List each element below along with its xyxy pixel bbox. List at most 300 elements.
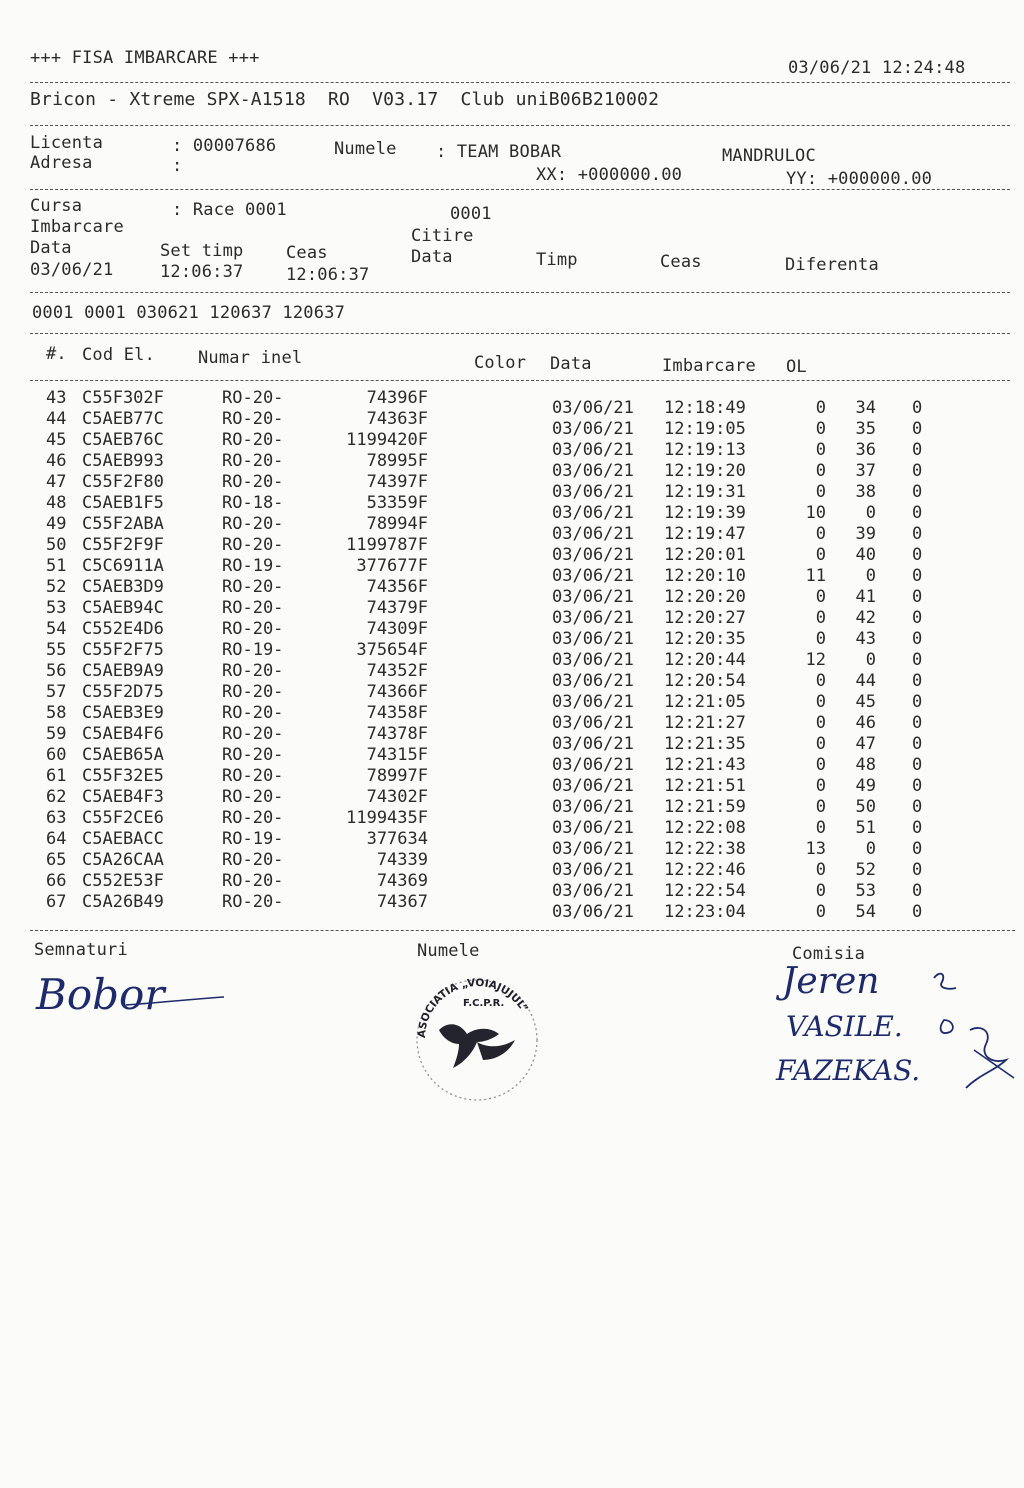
row-ring-prefix: RO-20- bbox=[222, 682, 284, 702]
row-nr: 67 bbox=[46, 892, 67, 912]
row-nr: 61 bbox=[46, 766, 67, 786]
row-ring-number: 377677F bbox=[356, 556, 428, 576]
table-row bbox=[0, 451, 1024, 481]
row-date: 03/06/21 bbox=[552, 776, 634, 796]
row-date: 03/06/21 bbox=[552, 524, 634, 544]
table-row bbox=[0, 577, 1024, 607]
row-ring-prefix: RO-20- bbox=[222, 745, 284, 765]
row-cod: C55F2F9F bbox=[82, 535, 164, 555]
row-ol-c: 0 bbox=[912, 440, 923, 460]
row-ring-number: 74356F bbox=[366, 577, 428, 597]
row-cod: C5AEB76C bbox=[82, 430, 164, 450]
row-time: 12:21:51 bbox=[664, 776, 746, 796]
row-ol-c: 0 bbox=[912, 713, 923, 733]
row-ol-b: 38 bbox=[855, 482, 876, 502]
row-cod: C55F2CE6 bbox=[82, 808, 164, 828]
table-row bbox=[0, 682, 1024, 712]
row-ol-a: 0 bbox=[815, 902, 826, 922]
row-time: 12:19:31 bbox=[664, 482, 746, 502]
footer-numele-label: Numele bbox=[417, 941, 480, 961]
row-nr: 50 bbox=[46, 535, 67, 555]
row-date: 03/06/21 bbox=[552, 482, 634, 502]
row-date: 03/06/21 bbox=[552, 755, 634, 775]
row-ol-b: 0 bbox=[865, 566, 876, 586]
row-ring-prefix: RO-20- bbox=[222, 409, 284, 429]
row-cod: C5A26B49 bbox=[82, 892, 164, 912]
row-time: 12:18:49 bbox=[664, 398, 746, 418]
row-ol-a: 0 bbox=[815, 671, 826, 691]
commission-signature-1: Jeren bbox=[782, 961, 880, 1002]
row-ol-a: 0 bbox=[815, 545, 826, 565]
table-row bbox=[0, 850, 1024, 880]
col-header-cod: Cod El. bbox=[82, 345, 156, 365]
adresa-value: : bbox=[172, 156, 183, 176]
row-cod: C55F2D75 bbox=[82, 682, 164, 702]
row-ol-a: 0 bbox=[815, 440, 826, 460]
col-header-inel: Numar inel bbox=[198, 348, 303, 368]
row-ring-prefix: RO-20- bbox=[222, 766, 284, 786]
row-ring-number: 74352F bbox=[366, 661, 428, 681]
row-ol-b: 41 bbox=[855, 587, 876, 607]
row-ol-b: 36 bbox=[855, 440, 876, 460]
row-cod: C5AEB77C bbox=[82, 409, 164, 429]
row-date: 03/06/21 bbox=[552, 419, 634, 439]
row-ol-a: 0 bbox=[815, 608, 826, 628]
row-date: 03/06/21 bbox=[552, 629, 634, 649]
row-nr: 52 bbox=[46, 577, 67, 597]
divider bbox=[30, 333, 1010, 334]
locality: MANDRULOC bbox=[722, 146, 816, 166]
row-ol-c: 0 bbox=[912, 734, 923, 754]
row-ring-number: 74315F bbox=[366, 745, 428, 765]
row-cod: C55F2ABA bbox=[82, 514, 164, 534]
divider bbox=[30, 380, 1010, 381]
row-ol-c: 0 bbox=[912, 776, 923, 796]
row-ol-b: 51 bbox=[855, 818, 876, 838]
row-ring-number: 74302F bbox=[366, 787, 428, 807]
row-ol-a: 0 bbox=[815, 881, 826, 901]
row-ol-c: 0 bbox=[912, 650, 923, 670]
divider bbox=[30, 930, 1015, 931]
row-cod: C55F2F80 bbox=[82, 472, 164, 492]
row-ring-number: 78994F bbox=[366, 514, 428, 534]
row-cod: C552E53F bbox=[82, 871, 164, 891]
row-ol-a: 0 bbox=[815, 461, 826, 481]
row-ring-prefix: RO-19- bbox=[222, 640, 284, 660]
row-time: 12:22:54 bbox=[664, 881, 746, 901]
row-date: 03/06/21 bbox=[552, 650, 634, 670]
row-ol-c: 0 bbox=[912, 818, 923, 838]
divider bbox=[30, 82, 1010, 83]
table-row bbox=[0, 703, 1024, 733]
row-ol-b: 48 bbox=[855, 755, 876, 775]
row-date: 03/06/21 bbox=[552, 881, 634, 901]
association-stamp bbox=[405, 968, 545, 1103]
table-row bbox=[0, 514, 1024, 544]
table-row bbox=[0, 388, 1024, 418]
row-cod: C5AEB65A bbox=[82, 745, 164, 765]
row-date: 03/06/21 bbox=[552, 902, 634, 922]
row-ring-prefix: RO-20- bbox=[222, 892, 284, 912]
row-nr: 47 bbox=[46, 472, 67, 492]
row-ol-a: 0 bbox=[815, 398, 826, 418]
device-info-line: Bricon - Xtreme SPX-A1518 RO V03.17 Club uniB06B210002 bbox=[30, 89, 660, 110]
row-nr: 43 bbox=[46, 388, 67, 408]
row-ol-b: 34 bbox=[855, 398, 876, 418]
row-ring-number: 74339 bbox=[376, 850, 428, 870]
row-ol-b: 0 bbox=[865, 503, 876, 523]
row-time: 12:21:59 bbox=[664, 797, 746, 817]
imbarcare-label: Imbarcare bbox=[30, 217, 124, 237]
row-ol-c: 0 bbox=[912, 461, 923, 481]
citire-data-label: Data bbox=[411, 247, 453, 267]
row-ol-a: 0 bbox=[815, 755, 826, 775]
row-ol-a: 0 bbox=[815, 776, 826, 796]
table-row bbox=[0, 472, 1024, 502]
row-ring-number: 1199787F bbox=[346, 535, 428, 555]
row-nr: 65 bbox=[46, 850, 67, 870]
row-ring-number: 1199420F bbox=[346, 430, 428, 450]
row-time: 12:22:08 bbox=[664, 818, 746, 838]
table-row bbox=[0, 493, 1024, 523]
row-nr: 62 bbox=[46, 787, 67, 807]
table-row bbox=[0, 640, 1024, 670]
row-ring-prefix: RO-20- bbox=[222, 430, 284, 450]
row-ring-prefix: RO-20- bbox=[222, 661, 284, 681]
row-cod: C5AEB4F6 bbox=[82, 724, 164, 744]
row-ring-number: 375654F bbox=[356, 640, 428, 660]
data-label: Data bbox=[30, 238, 72, 258]
row-date: 03/06/21 bbox=[552, 545, 634, 565]
row-ring-prefix: RO-20- bbox=[222, 451, 284, 471]
row-cod: C5C6911A bbox=[82, 556, 164, 576]
row-time: 12:21:35 bbox=[664, 734, 746, 754]
timp-label: Timp bbox=[536, 250, 578, 270]
race-code: 0001 bbox=[450, 204, 492, 224]
commission-mark bbox=[930, 970, 1020, 1090]
row-nr: 51 bbox=[46, 556, 67, 576]
row-ol-b: 43 bbox=[855, 629, 876, 649]
table-row bbox=[0, 787, 1024, 817]
row-ol-b: 39 bbox=[855, 524, 876, 544]
col-header-data: Data bbox=[550, 354, 592, 374]
row-ring-number: 74369 bbox=[376, 871, 428, 891]
row-cod: C5AEB3D9 bbox=[82, 577, 164, 597]
row-ring-prefix: RO-20- bbox=[222, 577, 284, 597]
row-time: 12:20:54 bbox=[664, 671, 746, 691]
citire-label: Citire bbox=[411, 226, 474, 246]
row-cod: C5AEB1F5 bbox=[82, 493, 164, 513]
row-cod: C5AEB94C bbox=[82, 598, 164, 618]
table-row bbox=[0, 829, 1024, 859]
row-time: 12:20:20 bbox=[664, 587, 746, 607]
semnaturi-label: Semnaturi bbox=[34, 940, 128, 960]
row-ol-a: 0 bbox=[815, 713, 826, 733]
row-ring-number: 1199435F bbox=[346, 808, 428, 828]
row-cod: C5AEB3E9 bbox=[82, 703, 164, 723]
row-ring-prefix: RO-20- bbox=[222, 619, 284, 639]
row-nr: 59 bbox=[46, 724, 67, 744]
row-cod: C5A26CAA bbox=[82, 850, 164, 870]
ceas2-label: Ceas bbox=[660, 252, 702, 272]
row-ring-prefix: RO-20- bbox=[222, 850, 284, 870]
row-ol-a: 0 bbox=[815, 524, 826, 544]
divider bbox=[30, 292, 1010, 293]
row-time: 12:20:27 bbox=[664, 608, 746, 628]
row-cod: C5AEBACC bbox=[82, 829, 164, 849]
col-header-imbarcare: Imbarcare bbox=[662, 356, 756, 376]
row-ol-b: 0 bbox=[865, 650, 876, 670]
row-nr: 55 bbox=[46, 640, 67, 660]
print-datetime: 03/06/21 12:24:48 bbox=[788, 58, 966, 78]
row-ol-c: 0 bbox=[912, 503, 923, 523]
row-ol-c: 0 bbox=[912, 566, 923, 586]
row-nr: 45 bbox=[46, 430, 67, 450]
row-date: 03/06/21 bbox=[552, 818, 634, 838]
row-time: 12:20:10 bbox=[664, 566, 746, 586]
row-cod: C552E4D6 bbox=[82, 619, 164, 639]
row-ring-number: 74309F bbox=[366, 619, 428, 639]
table-row bbox=[0, 892, 1024, 922]
row-date: 03/06/21 bbox=[552, 734, 634, 754]
row-ol-a: 12 bbox=[805, 650, 826, 670]
row-ring-number: 78995F bbox=[366, 451, 428, 471]
row-ol-b: 50 bbox=[855, 797, 876, 817]
row-cod: C5AEB9A9 bbox=[82, 661, 164, 681]
row-ol-b: 54 bbox=[855, 902, 876, 922]
row-nr: 53 bbox=[46, 598, 67, 618]
table-row bbox=[0, 598, 1024, 628]
row-ol-a: 13 bbox=[805, 839, 826, 859]
row-ol-a: 0 bbox=[815, 734, 826, 754]
row-ol-c: 0 bbox=[912, 608, 923, 628]
row-time: 12:19:39 bbox=[664, 503, 746, 523]
row-cod: C55F32E5 bbox=[82, 766, 164, 786]
row-ol-b: 37 bbox=[855, 461, 876, 481]
coord-xx: XX: +000000.00 bbox=[536, 165, 683, 185]
row-ol-c: 0 bbox=[912, 524, 923, 544]
row-ol-b: 40 bbox=[855, 545, 876, 565]
row-ol-c: 0 bbox=[912, 797, 923, 817]
table-row bbox=[0, 766, 1024, 796]
col-header-nr: #. bbox=[46, 344, 67, 364]
row-date: 03/06/21 bbox=[552, 398, 634, 418]
row-ol-c: 0 bbox=[912, 881, 923, 901]
owner-signature: Bobor bbox=[34, 965, 234, 1035]
row-ring-number: 74366F bbox=[366, 682, 428, 702]
row-ring-number: 74379F bbox=[366, 598, 428, 618]
row-ol-b: 46 bbox=[855, 713, 876, 733]
row-nr: 57 bbox=[46, 682, 67, 702]
row-ring-number: 74397F bbox=[366, 472, 428, 492]
row-ring-number: 74396F bbox=[366, 388, 428, 408]
row-ol-c: 0 bbox=[912, 839, 923, 859]
row-ol-c: 0 bbox=[912, 860, 923, 880]
row-ol-b: 44 bbox=[855, 671, 876, 691]
row-ring-prefix: RO-20- bbox=[222, 703, 284, 723]
row-nr: 54 bbox=[46, 619, 67, 639]
row-time: 12:19:20 bbox=[664, 461, 746, 481]
row-cod: C5AEB993 bbox=[82, 451, 164, 471]
numele-value: : TEAM BOBAR bbox=[436, 142, 562, 162]
row-ol-c: 0 bbox=[912, 671, 923, 691]
row-nr: 48 bbox=[46, 493, 67, 513]
row-date: 03/06/21 bbox=[552, 797, 634, 817]
table-row bbox=[0, 871, 1024, 901]
row-time: 12:21:43 bbox=[664, 755, 746, 775]
table-row bbox=[0, 409, 1024, 439]
row-ring-number: 74367 bbox=[376, 892, 428, 912]
ceas-label: Ceas bbox=[286, 243, 328, 263]
row-ol-b: 0 bbox=[865, 839, 876, 859]
cursa-label: Cursa bbox=[30, 196, 83, 216]
row-ring-prefix: RO-20- bbox=[222, 871, 284, 891]
row-ol-c: 0 bbox=[912, 692, 923, 712]
row-ring-number: 377634 bbox=[366, 829, 428, 849]
row-nr: 64 bbox=[46, 829, 67, 849]
row-time: 12:20:01 bbox=[664, 545, 746, 565]
row-ol-b: 53 bbox=[855, 881, 876, 901]
table-row bbox=[0, 808, 1024, 838]
row-date: 03/06/21 bbox=[552, 713, 634, 733]
row-ring-prefix: RO-20- bbox=[222, 598, 284, 618]
row-ol-b: 45 bbox=[855, 692, 876, 712]
row-ol-a: 0 bbox=[815, 419, 826, 439]
col-header-ol: OL bbox=[786, 357, 807, 377]
summary-line: 0001 0001 030621 120637 120637 bbox=[32, 303, 346, 323]
row-nr: 56 bbox=[46, 661, 67, 681]
col-header-color: Color bbox=[474, 353, 527, 373]
row-date: 03/06/21 bbox=[552, 461, 634, 481]
row-cod: C5AEB4F3 bbox=[82, 787, 164, 807]
row-ol-c: 0 bbox=[912, 398, 923, 418]
svg-text:F.C.P.R.: F.C.P.R. bbox=[463, 998, 505, 1009]
row-date: 03/06/21 bbox=[552, 692, 634, 712]
set-timp-value: 12:06:37 bbox=[160, 262, 244, 282]
diferenta-label: Diferenta bbox=[785, 255, 879, 275]
row-ol-c: 0 bbox=[912, 755, 923, 775]
row-ol-b: 35 bbox=[855, 419, 876, 439]
row-time: 12:19:13 bbox=[664, 440, 746, 460]
row-nr: 66 bbox=[46, 871, 67, 891]
licenta-label: Licenta bbox=[30, 133, 104, 153]
row-time: 12:19:47 bbox=[664, 524, 746, 544]
row-ring-number: 74363F bbox=[366, 409, 428, 429]
row-time: 12:21:27 bbox=[664, 713, 746, 733]
row-ol-a: 10 bbox=[805, 503, 826, 523]
row-time: 12:23:04 bbox=[664, 902, 746, 922]
svg-text:ASOCIATIA „VOIAJUJUL”: ASOCIATIA „VOIAJUJUL” bbox=[415, 976, 531, 1039]
row-date: 03/06/21 bbox=[552, 503, 634, 523]
row-ol-c: 0 bbox=[912, 419, 923, 439]
row-time: 12:20:35 bbox=[664, 629, 746, 649]
divider bbox=[30, 125, 1010, 126]
commission-signature-3: FAZEKAS. bbox=[776, 1054, 921, 1087]
race-date-value: 03/06/21 bbox=[30, 260, 114, 280]
row-ring-prefix: RO-20- bbox=[222, 514, 284, 534]
row-ol-a: 0 bbox=[815, 692, 826, 712]
row-ol-c: 0 bbox=[912, 545, 923, 565]
row-ring-prefix: RO-19- bbox=[222, 556, 284, 576]
row-ol-a: 0 bbox=[815, 797, 826, 817]
row-nr: 46 bbox=[46, 451, 67, 471]
row-ring-number: 78997F bbox=[366, 766, 428, 786]
row-nr: 63 bbox=[46, 808, 67, 828]
page-title: +++ FISA IMBARCARE +++ bbox=[30, 48, 260, 68]
row-ol-c: 0 bbox=[912, 587, 923, 607]
row-time: 12:22:38 bbox=[664, 839, 746, 859]
row-nr: 44 bbox=[46, 409, 67, 429]
row-ol-c: 0 bbox=[912, 482, 923, 502]
row-time: 12:19:05 bbox=[664, 419, 746, 439]
row-date: 03/06/21 bbox=[552, 671, 634, 691]
row-cod: C55F302F bbox=[82, 388, 164, 408]
row-ring-number: 74378F bbox=[366, 724, 428, 744]
table-row bbox=[0, 430, 1024, 460]
ceas-value: 12:06:37 bbox=[286, 265, 370, 285]
row-date: 03/06/21 bbox=[552, 440, 634, 460]
table-row bbox=[0, 619, 1024, 649]
row-ring-prefix: RO-20- bbox=[222, 388, 284, 408]
row-ol-a: 0 bbox=[815, 818, 826, 838]
row-date: 03/06/21 bbox=[552, 587, 634, 607]
row-ol-c: 0 bbox=[912, 629, 923, 649]
row-nr: 60 bbox=[46, 745, 67, 765]
row-time: 12:22:46 bbox=[664, 860, 746, 880]
row-nr: 49 bbox=[46, 514, 67, 534]
divider bbox=[30, 189, 1010, 190]
commission-signature-2: VASILE. bbox=[786, 1010, 903, 1043]
row-date: 03/06/21 bbox=[552, 860, 634, 880]
table-row bbox=[0, 556, 1024, 586]
adresa-label: Adresa bbox=[30, 153, 93, 173]
row-ol-b: 42 bbox=[855, 608, 876, 628]
row-ring-prefix: RO-20- bbox=[222, 472, 284, 492]
row-date: 03/06/21 bbox=[552, 566, 634, 586]
row-nr: 58 bbox=[46, 703, 67, 723]
cursa-value: : Race 0001 bbox=[172, 200, 287, 220]
row-ring-prefix: RO-20- bbox=[222, 787, 284, 807]
row-time: 12:21:05 bbox=[664, 692, 746, 712]
row-date: 03/06/21 bbox=[552, 608, 634, 628]
row-ring-prefix: RO-18- bbox=[222, 493, 284, 513]
row-ol-b: 52 bbox=[855, 860, 876, 880]
row-ol-a: 0 bbox=[815, 587, 826, 607]
numele-label: Numele bbox=[334, 139, 397, 159]
table-row bbox=[0, 661, 1024, 691]
row-ring-number: 74358F bbox=[366, 703, 428, 723]
table-row bbox=[0, 535, 1024, 565]
coord-yy: YY: +000000.00 bbox=[786, 169, 933, 189]
row-date: 03/06/21 bbox=[552, 839, 634, 859]
row-ring-prefix: RO-20- bbox=[222, 724, 284, 744]
set-timp-label: Set timp bbox=[160, 241, 244, 261]
row-ring-prefix: RO-20- bbox=[222, 808, 284, 828]
row-ol-a: 0 bbox=[815, 860, 826, 880]
table-row bbox=[0, 745, 1024, 775]
row-time: 12:20:44 bbox=[664, 650, 746, 670]
row-cod: C55F2F75 bbox=[82, 640, 164, 660]
row-ring-prefix: RO-19- bbox=[222, 829, 284, 849]
comisia-label: Comisia bbox=[792, 944, 866, 964]
licenta-value: : 00007686 bbox=[172, 136, 277, 156]
row-ol-c: 0 bbox=[912, 902, 923, 922]
row-ol-a: 0 bbox=[815, 629, 826, 649]
row-ring-number: 53359F bbox=[366, 493, 428, 513]
row-ol-b: 49 bbox=[855, 776, 876, 796]
table-row bbox=[0, 724, 1024, 754]
row-ol-b: 47 bbox=[855, 734, 876, 754]
